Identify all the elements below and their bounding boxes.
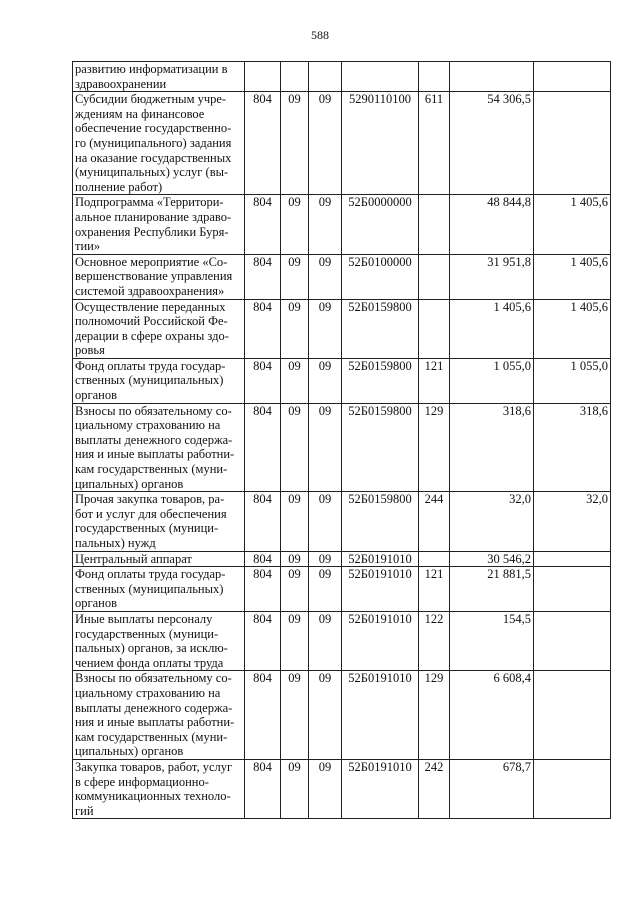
- expense-type-code-cell: 244: [419, 492, 450, 551]
- subsection-code-cell: 09: [309, 195, 342, 254]
- subsection-code-cell: 09: [309, 492, 342, 551]
- table-row: [73, 567, 611, 612]
- section-code-cell: 09: [281, 611, 309, 670]
- item-name-cell: [73, 551, 245, 567]
- item-name-cell: [73, 492, 245, 551]
- expense-type-code-cell: [419, 62, 450, 92]
- subsection-code-cell: 09: [309, 299, 342, 358]
- budget-table-body: [73, 62, 611, 819]
- subvention-amount-cell: [534, 759, 611, 818]
- item-name-line: ровья: [75, 343, 105, 358]
- subvention-amount-cell: 318,6: [534, 403, 611, 492]
- item-name-line: Фонд оплаты труда государ-: [75, 358, 226, 373]
- amount-cell: [450, 62, 534, 92]
- section-code-cell: 09: [281, 403, 309, 492]
- subsection-code-cell: 09: [309, 358, 342, 403]
- target-item-code-cell: 52Б0191010: [342, 759, 419, 818]
- subsection-code-cell: 09: [309, 567, 342, 612]
- target-item-code-cell: 52Б0159800: [342, 492, 419, 551]
- item-name-line: циальному страхованию на: [75, 685, 221, 700]
- item-name-line: Закупка товаров, работ, услуг: [75, 759, 233, 774]
- subsection-code-cell: 09: [309, 671, 342, 760]
- item-name-line: коммуникационных техноло-: [75, 789, 231, 804]
- table-row: [73, 62, 611, 92]
- item-name-line: Субсидии бюджетным учре-: [75, 92, 227, 107]
- item-name-cell: [73, 671, 245, 760]
- item-name-line: (муниципальных) услуг (вы-: [75, 165, 229, 180]
- target-item-code-cell: 52Б0159800: [342, 299, 419, 358]
- item-name-line: системой здравоохранения»: [75, 283, 225, 298]
- target-item-code-cell: 52Б0191010: [342, 671, 419, 760]
- expense-type-code-cell: 611: [419, 92, 450, 195]
- expense-type-code-cell: [419, 551, 450, 567]
- expense-type-code-cell: 129: [419, 403, 450, 492]
- target-item-code-cell: 52Б0100000: [342, 254, 419, 299]
- item-name-line: Прочая закупка товаров, ра-: [75, 492, 225, 507]
- amount-cell: 318,6: [450, 403, 534, 492]
- expense-type-code-cell: 129: [419, 671, 450, 760]
- table-row: [73, 195, 611, 254]
- item-name-line: циальному страхованию на: [75, 418, 221, 433]
- table-row: [73, 299, 611, 358]
- subsection-code-cell: 09: [309, 403, 342, 492]
- target-item-code-cell: 52Б0191010: [342, 567, 419, 612]
- item-name-line: Взносы по обязательному со-: [75, 403, 232, 418]
- section-code-cell: 09: [281, 254, 309, 299]
- ministry-code-cell: 804: [245, 299, 281, 358]
- item-name-line: здравоохранении: [75, 76, 167, 91]
- item-name-line: ственных (муниципальных): [75, 373, 224, 388]
- item-name-line: на оказание государственных: [75, 150, 232, 165]
- subsection-code-cell: 09: [309, 551, 342, 567]
- expense-type-code-cell: [419, 254, 450, 299]
- item-name-line: охранения Республики Буря-: [75, 224, 229, 239]
- subvention-amount-cell: [534, 551, 611, 567]
- expense-type-code-cell: [419, 195, 450, 254]
- subsection-code-cell: 09: [309, 759, 342, 818]
- table-row: [73, 492, 611, 551]
- amount-cell: 678,7: [450, 759, 534, 818]
- expense-type-code-cell: [419, 299, 450, 358]
- item-name-line: Основное мероприятие «Со-: [75, 254, 228, 269]
- expense-type-code-cell: 242: [419, 759, 450, 818]
- item-name-line: тии»: [75, 239, 101, 254]
- item-name-line: вершенствование управления: [75, 269, 233, 284]
- subsection-code-cell: 09: [309, 254, 342, 299]
- ministry-code-cell: 804: [245, 254, 281, 299]
- item-name-cell: [73, 254, 245, 299]
- item-name-line: ципальных) органов: [75, 476, 184, 491]
- amount-cell: 1 405,6: [450, 299, 534, 358]
- amount-cell: 54 306,5: [450, 92, 534, 195]
- item-name-line: пальных) органов, за исклю-: [75, 641, 228, 656]
- table-row: [73, 671, 611, 760]
- section-code-cell: 09: [281, 671, 309, 760]
- item-name-line: альное планирование здраво-: [75, 209, 232, 224]
- item-name-cell: [73, 759, 245, 818]
- target-item-code-cell: 52Б0000000: [342, 195, 419, 254]
- amount-cell: 6 608,4: [450, 671, 534, 760]
- target-item-code-cell: 52Б0159800: [342, 403, 419, 492]
- item-name-cell: [73, 299, 245, 358]
- amount-cell: 32,0: [450, 492, 534, 551]
- amount-cell: 30 546,2: [450, 551, 534, 567]
- item-name-line: в сфере информационно-: [75, 774, 209, 789]
- item-name-line: ципальных) органов: [75, 744, 184, 759]
- target-item-code-cell: 52Б0191010: [342, 611, 419, 670]
- item-name-line: кам государственных (муни-: [75, 729, 228, 744]
- item-name-line: Взносы по обязательному со-: [75, 671, 232, 686]
- subvention-amount-cell: [534, 62, 611, 92]
- page-number: 588: [311, 28, 329, 42]
- subsection-code-cell: [309, 62, 342, 92]
- table-row: [73, 403, 611, 492]
- item-name-line: Фонд оплаты труда государ-: [75, 567, 226, 582]
- item-name-line: развитию информатизации в: [75, 62, 228, 76]
- budget-table: [72, 61, 611, 819]
- amount-cell: 154,5: [450, 611, 534, 670]
- item-name-line: дерации в сфере охраны здо-: [75, 328, 229, 343]
- subvention-amount-cell: 1 405,6: [534, 254, 611, 299]
- item-name-cell: [73, 611, 245, 670]
- item-name-line: полномочий Российской Фе-: [75, 314, 228, 329]
- ministry-code-cell: [245, 62, 281, 92]
- item-name-line: гий: [75, 803, 94, 818]
- target-item-code-cell: 52Б0159800: [342, 358, 419, 403]
- item-name-line: пальных) нужд: [75, 536, 156, 550]
- subvention-amount-cell: 32,0: [534, 492, 611, 551]
- item-name-cell: [73, 195, 245, 254]
- section-code-cell: [281, 62, 309, 92]
- ministry-code-cell: 804: [245, 611, 281, 670]
- amount-cell: 48 844,8: [450, 195, 534, 254]
- item-name-line: выплаты денежного содержа-: [75, 700, 233, 715]
- item-name-line: го (муниципального) задания: [75, 135, 232, 150]
- expense-type-code-cell: 121: [419, 358, 450, 403]
- item-name-line: бот и услуг для обеспечения: [75, 506, 227, 521]
- item-name-line: органов: [75, 596, 118, 611]
- ministry-code-cell: 804: [245, 403, 281, 492]
- subvention-amount-cell: 1 405,6: [534, 299, 611, 358]
- expense-type-code-cell: 121: [419, 567, 450, 612]
- item-name-line: кам государственных (муни-: [75, 462, 228, 477]
- item-name-line: ждениям на финансовое: [75, 106, 205, 121]
- item-name-cell: [73, 403, 245, 492]
- section-code-cell: 09: [281, 299, 309, 358]
- subsection-code-cell: 09: [309, 611, 342, 670]
- item-name-line: ния и иные выплаты работни-: [75, 447, 235, 462]
- item-name-line: обеспечение государственно-: [75, 121, 232, 136]
- subsection-code-cell: 09: [309, 92, 342, 195]
- ministry-code-cell: 804: [245, 759, 281, 818]
- ministry-code-cell: 804: [245, 492, 281, 551]
- item-name-line: ственных (муниципальных): [75, 581, 224, 596]
- table-row: [73, 759, 611, 818]
- amount-cell: 21 881,5: [450, 567, 534, 612]
- target-item-code-cell: 5290110100: [342, 92, 419, 195]
- target-item-code-cell: 52Б0191010: [342, 551, 419, 567]
- item-name-line: органов: [75, 388, 118, 403]
- ministry-code-cell: 804: [245, 358, 281, 403]
- item-name-line: ния и иные выплаты работни-: [75, 715, 235, 730]
- table-row: [73, 551, 611, 567]
- table-row: [73, 611, 611, 670]
- section-code-cell: 09: [281, 551, 309, 567]
- subvention-amount-cell: [534, 671, 611, 760]
- item-name-line: чением фонда оплаты труда: [75, 655, 224, 670]
- amount-cell: 1 055,0: [450, 358, 534, 403]
- item-name-line: Иные выплаты персоналу: [75, 611, 213, 626]
- item-name-line: Центральный аппарат: [75, 551, 192, 566]
- section-code-cell: 09: [281, 92, 309, 195]
- ministry-code-cell: 804: [245, 567, 281, 612]
- ministry-code-cell: 804: [245, 671, 281, 760]
- section-code-cell: 09: [281, 759, 309, 818]
- subvention-amount-cell: [534, 611, 611, 670]
- item-name-line: государственных (муници-: [75, 626, 219, 641]
- item-name-line: государственных (муници-: [75, 521, 219, 536]
- table-row: [73, 92, 611, 195]
- ministry-code-cell: 804: [245, 195, 281, 254]
- amount-cell: 31 951,8: [450, 254, 534, 299]
- table-row: [73, 358, 611, 403]
- item-name-line: Подпрограмма «Территори-: [75, 195, 224, 210]
- table-row: [73, 254, 611, 299]
- item-name-cell: [73, 358, 245, 403]
- subvention-amount-cell: [534, 567, 611, 612]
- target-item-code-cell: [342, 62, 419, 92]
- expense-type-code-cell: 122: [419, 611, 450, 670]
- section-code-cell: 09: [281, 358, 309, 403]
- item-name-line: выплаты денежного содержа-: [75, 432, 233, 447]
- item-name-line: полнение работ): [75, 179, 163, 194]
- ministry-code-cell: 804: [245, 92, 281, 195]
- subvention-amount-cell: 1 055,0: [534, 358, 611, 403]
- item-name-cell: [73, 92, 245, 195]
- item-name-cell: [73, 567, 245, 612]
- section-code-cell: 09: [281, 195, 309, 254]
- section-code-cell: 09: [281, 492, 309, 551]
- section-code-cell: 09: [281, 567, 309, 612]
- subvention-amount-cell: 1 405,6: [534, 195, 611, 254]
- item-name-cell: [73, 62, 245, 92]
- subvention-amount-cell: [534, 92, 611, 195]
- item-name-line: Осуществление переданных: [75, 299, 226, 314]
- ministry-code-cell: 804: [245, 551, 281, 567]
